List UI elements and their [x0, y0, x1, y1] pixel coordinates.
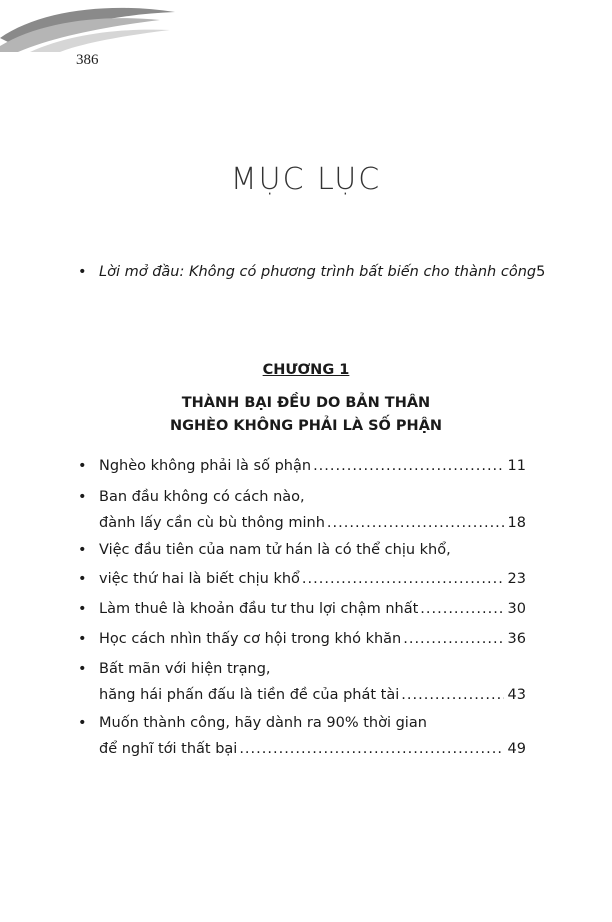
- bullet-icon: •: [78, 631, 87, 647]
- toc-entry-page: 18: [507, 515, 526, 531]
- bullet-icon: •: [78, 601, 87, 617]
- toc-entry-page: 23: [507, 571, 526, 587]
- toc-entry[interactable]: [78, 484, 526, 536]
- toc-entry[interactable]: [78, 656, 526, 708]
- toc-entry-title: Việc đầu tiên của nam tử hán là có thể chịu khổ,: [99, 542, 451, 558]
- toc-entry-title-cont: hăng hái phấn đấu là tiền đề của phát tài: [99, 687, 400, 703]
- toc-entry-page: 30: [507, 601, 526, 617]
- toc-entry-page: 49: [507, 741, 526, 757]
- chapter-label: CHƯƠNG 1: [262, 362, 350, 378]
- toc-entry-title: Làm thuê là khoản đầu tư thu lợi chậm nhất: [99, 601, 419, 617]
- page-title: MỤC LỤC: [230, 162, 382, 197]
- chapter-title-line1: THÀNH BẠI ĐỀU DO BẢN THÂN: [181, 395, 431, 411]
- toc-entry[interactable]: [78, 710, 526, 762]
- toc-entry-page: 36: [507, 631, 526, 647]
- bullet-icon: •: [78, 661, 87, 677]
- toc-entry-title: Muốn thành công, hãy dành ra 90% thời gian: [99, 715, 427, 731]
- toc-entry-title: việc thứ hai là biết chịu khổ: [99, 571, 300, 587]
- toc-entry-title: Bất mãn với hiện trạng,: [99, 661, 271, 677]
- dot-leader: [327, 510, 504, 536]
- intro-text: Lời mở đầu: Không có phương trình bất biến cho thành công: [99, 264, 537, 280]
- intro-page: 5: [536, 264, 546, 280]
- dot-leader: [420, 596, 503, 622]
- toc-entry-title: Học cách nhìn thấy cơ hội trong khó khăn: [99, 631, 402, 647]
- bullet-icon: •: [78, 571, 87, 587]
- toc-entry[interactable]: [78, 596, 526, 622]
- toc-entry-title-cont: để nghĩ tới thất bại: [99, 741, 238, 757]
- toc-entry-title: Ban đầu không có cách nào,: [99, 489, 305, 505]
- dot-leader: [313, 453, 503, 479]
- toc-entry[interactable]: [78, 453, 526, 479]
- toc-entry[interactable]: [78, 566, 526, 592]
- dot-leader: [302, 566, 504, 592]
- bullet-icon: •: [78, 458, 87, 474]
- bullet-icon: •: [78, 542, 87, 558]
- toc-entry[interactable]: [78, 537, 526, 563]
- dot-leader: [401, 682, 503, 708]
- toc-entry-title: Nghèo không phải là số phận: [99, 458, 312, 474]
- bullet-icon: •: [78, 489, 87, 505]
- page-number: 386: [76, 52, 99, 68]
- chapter-title: [0, 392, 612, 438]
- dot-leader: [403, 626, 503, 652]
- dot-leader: [239, 736, 503, 762]
- bullet-icon: •: [78, 715, 87, 731]
- toc-entry-title-cont: đành lấy cần cù bù thông minh: [99, 515, 325, 531]
- toc-entry-page: 43: [507, 687, 526, 703]
- bullet-icon: •: [78, 264, 87, 280]
- toc-entry[interactable]: [78, 626, 526, 652]
- chapter-title-line2: NGHÈO KHÔNG PHẢI LÀ SỐ PHẬN: [169, 418, 443, 434]
- toc-entry-page: 11: [507, 458, 526, 474]
- decorative-swoosh-icon: [0, 0, 190, 52]
